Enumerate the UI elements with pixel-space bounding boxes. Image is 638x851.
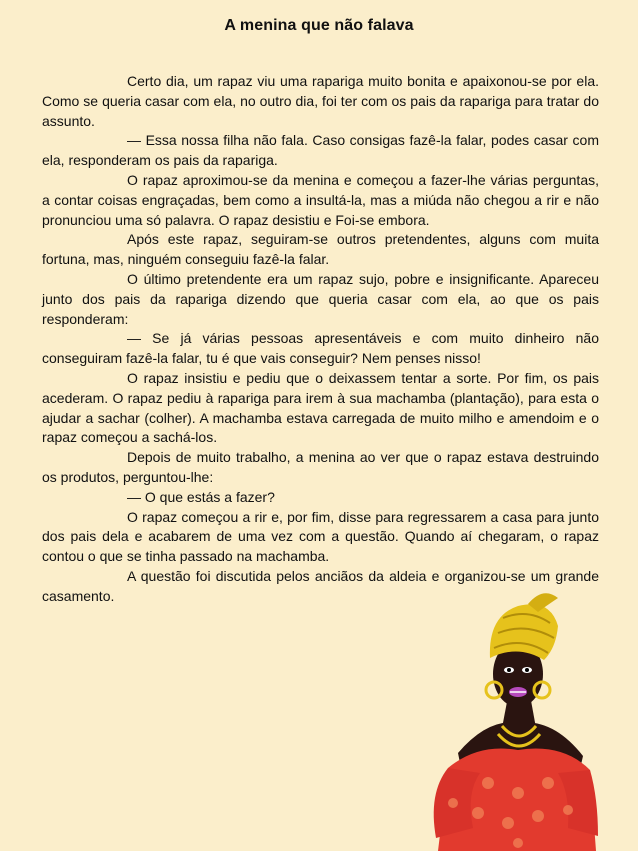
story-paragraph: O rapaz insistiu e pediu que o deixassem tentar a sorte. Por fim, os pais acederam. O rapaz pediu à rapariga para irem à sua machamba (plantação), para esta o ajudar a sachar (colher). A machamba estava carregada de muito milho e amendoim e o rapaz começou a sachá-los. bbox=[42, 369, 599, 446]
story-paragraph: O rapaz aproximou-se da menina e começou a fazer-lhe várias perguntas, a contar coisas engraçadas, bem como a insultá-la, mas a miúda não chegou a rir e não pronunciou uma só palavra. O rapaz desistiu e Foi-se embora. bbox=[42, 171, 599, 228]
story-paragraph: Depois de muito trabalho, a menina ao ver que o rapaz estava destruindo os produtos, perguntou-lhe: bbox=[42, 449, 599, 485]
story-paragraph: — Se já várias pessoas apresentáveis e com muito dinheiro não conseguiram fazê-la falar, tu é que vais conseguir? Nem penses nisso! bbox=[42, 330, 599, 367]
african-woman-illustration bbox=[418, 578, 598, 851]
story-paragraph: — Essa nossa filha não fala. Caso consigas fazê-la falar, podes casar com ela, responderam os pais da rapariga. bbox=[42, 132, 599, 169]
story-paragraph: A questão foi discutida pelos anciãos da aldeia e organizou-se um grande casamento. bbox=[42, 567, 599, 604]
story-paragraph: Certo dia, um rapaz viu uma rapariga muito bonita e apaixonou-se por ela. Como se queria casar com ela, no outro dia, foi ter com os pais da rapariga para tratar do assunto. bbox=[42, 73, 599, 129]
story-paragraph: — O que estás a fazer? bbox=[127, 488, 275, 505]
story-paragraph: O rapaz começou a rir e, por fim, disse para regressarem a casa para junto dos pais dela e acabarem de uma vez com a questão. Quando aí chegaram, o rapaz contou o que se tinha passado na machamba. bbox=[42, 508, 599, 565]
story-paragraph: O último pretendente era um rapaz sujo, pobre e insignificante. Apareceu junto dos pais da rapariga dizendo que queria casar com ela, ao que os pais responderam: bbox=[42, 270, 599, 327]
story-body bbox=[42, 72, 599, 607]
story-paragraph: Após este rapaz, seguiram-se outros pretendentes, alguns com muita fortuna, mas, ninguém conseguiu fazê-la falar. bbox=[42, 231, 599, 268]
page-title: A menina que não falava bbox=[224, 17, 414, 34]
